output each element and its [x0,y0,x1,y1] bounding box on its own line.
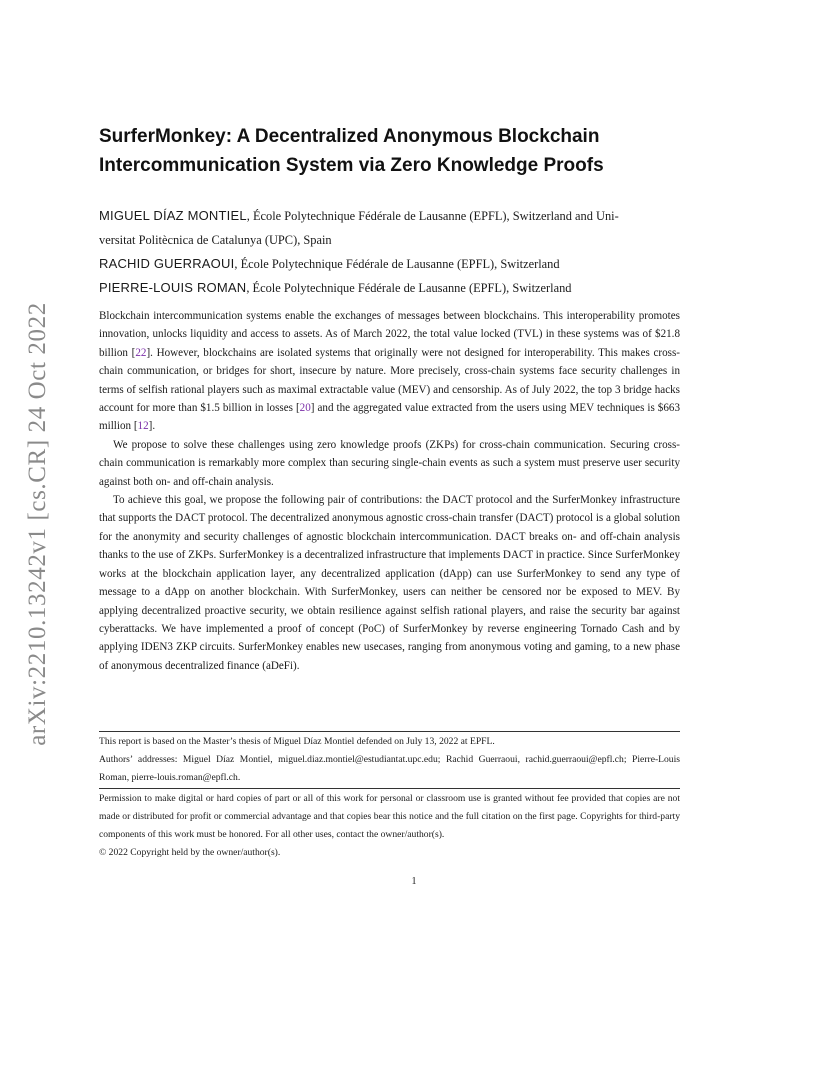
author-entry [99,276,681,300]
author-name: RACHID GUERRAOUI [99,256,235,271]
footnote-report-info [99,733,680,787]
author-list [99,204,681,300]
footnote-author-addresses: Authors’ addresses: Miguel Díaz Montiel, miguel.diaz.montiel@estudiantat.upc.edu; Rachid Guerraoui, rachid.guerraoui@epfl.ch; Pierre-Louis Roman, pierre-louis.roman@epfl.ch. [99,754,680,783]
abstract-paragraph-3: To achieve this goal, we propose the following pair of contributions: the DACT protocol and the SurferMonkey infrastructure that supports the DACT protocol. The decentralized anonymous agnostic cross-chain transfer (DACT) protocol is a global solution for the anonymity and security challenges of agnostic blockchain intercommunication. DACT breaks on- and off-chain analysis thanks to the use of ZKPs. SurferMonkey is a decentralized infrastructure that implements DACT in practice. Since SurferMonkey works at the blockchain application layer, any decentralized application (dApp) can use SurferMonkey to send any type of message to a dApp on another blockchain. With SurferMonkey, users can neither be censored nor be exposed to MEV. By applying decentralized proactive security, we obtain resilience against selfish rational players, and raise the security bar against cyberattacks. We have implemented a proof of concept (PoC) of SurferMonkey by reverse engineering Tornado Cash and by applying IDEN3 ZKP circuits. SurferMonkey enables new usecases, ranging from anonymous voting and gaming, to a new phase of anonymous decentralized finance (aDeFi). [99,494,680,672]
citation-link[interactable]: 22 [135,346,147,359]
abstract [99,307,680,675]
author-affiliation: , École Polytechnique Fédérale de Lausanne (EPFL), Switzerland [234,257,560,271]
abstract-text: ]. [148,420,156,433]
author-affiliation: , École Polytechnique Fédérale de Lausanne (EPFL), Switzerland and Uni- [246,209,619,223]
abstract-text: ] and the aggregated value extracted from the users using MEV techniques is $663 million [ [99,402,680,433]
permission-notice: Permission to make digital or hard copies of part or all of this work for personal or classroom use is granted without fee provided that copies are not made or distributed for profit or commercial advantage and that copies bear this notice and the full citation on the first page. Copyrights for third-party components of this work must be honored. For all other uses, contact the owner/author(s). [99,793,680,840]
abstract-text: Blockchain intercommunication systems enable the exchanges of messages between blockchains. This interoperability promotes innovation, unlocks liquidity and access to assets. As of March 2022, the total value locked (TVL) in these systems was of $21.8 billion [ [99,310,680,359]
page-number: 1 [411,876,417,887]
footnote-thesis-note: This report is based on the Master’s thesis of Miguel Díaz Montiel defended on July 13, 2022 at EPFL. [99,736,495,747]
title-line-2: Intercommunication System via Zero Knowledge Proofs [99,155,604,176]
citation-link[interactable]: 20 [299,402,311,415]
author-name: PIERRE-LOUIS ROMAN [99,280,247,295]
author-name: MIGUEL DÍAZ MONTIEL [99,208,247,223]
title-line-1: SurferMonkey: A Decentralized Anonymous Blockchain [99,126,600,147]
citation-link[interactable]: 12 [137,420,149,433]
abstract-text: ]. However, blockchains are isolated systems that originally were not designed for interoperability. This makes cross-chain communication, or bridges for short, insecure by nature. More precisely, cross-chain systems face security challenges in terms of selfish rational players such as maximal extractable value (MEV) and censorship. As of July 2022, the top 3 bridge hacks account for more than $1.5 billion in losses [ [99,346,680,415]
abstract-paragraph-2: We propose to solve these challenges using zero knowledge proofs (ZKPs) for cross-chain communication. Securing cross-chain communication is remarkably more complex than securing single-chain events as such a system must preserve user security against both on- and off-chain analysis. [99,438,680,488]
footnote-divider [99,731,680,732]
paper-title [99,122,699,180]
copyright-notice: © 2022 Copyright held by the owner/author(s). [99,847,281,858]
permission-divider [99,788,680,789]
arxiv-sidebar-identifier [18,288,58,760]
author-entry [99,204,681,228]
arxiv-id-text: arXiv:2210.13242v1 [cs.CR] 24 Oct 2022 [24,302,51,746]
author-entry [99,252,681,276]
author-affiliation-continued: versitat Politècnica de Catalunya (UPC), Spain [99,233,332,247]
abstract-paragraph-1 [99,307,680,436]
author-affiliation: , École Polytechnique Fédérale de Lausanne (EPFL), Switzerland [246,281,572,295]
footnote-permissions [99,790,680,862]
